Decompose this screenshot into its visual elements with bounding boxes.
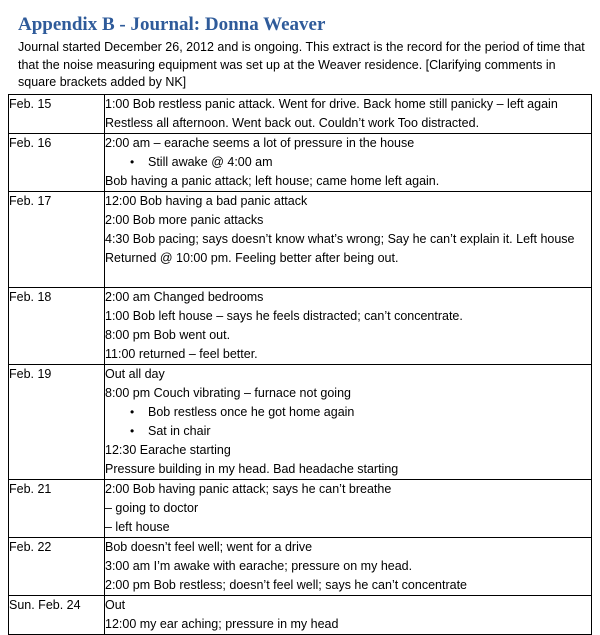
note-text: 2:00 am – earache seems a lot of pressure in the house: [105, 136, 415, 150]
entry-date: [9, 365, 105, 480]
note-line: [105, 384, 591, 403]
entry-date-text: Feb. 17: [9, 194, 52, 208]
page-title: Appendix B - Journal: Donna Weaver: [18, 14, 326, 35]
note-text: 2:00 Bob more panic attacks: [105, 213, 264, 227]
entry-notes: [105, 596, 592, 635]
entry-notes: [105, 95, 592, 134]
note-text: 12:30 Earache starting: [105, 443, 231, 457]
note-line: [105, 441, 591, 460]
note-line: [105, 95, 591, 114]
note-line: [105, 114, 591, 133]
note-line: [105, 576, 591, 595]
entry-date-text: Feb. 21: [9, 482, 52, 496]
note-text: Still awake @ 4:00 am: [148, 155, 273, 169]
entry-notes: [105, 365, 592, 480]
intro-line: Journal started December 26, 2012 and is ongoing. This extract is the record for the period of time that: [18, 40, 585, 54]
note-text: Bob doesn’t feel well; went for a drive: [105, 540, 313, 554]
entry-date-text: Feb. 19: [9, 367, 52, 381]
note-line: [105, 192, 591, 211]
note-text: – going to doctor: [105, 501, 199, 515]
note-text: 2:00 Bob having panic attack; says he can’t breathe: [105, 482, 392, 496]
journal-row: [9, 134, 592, 192]
entry-date: [9, 95, 105, 134]
note-line: [105, 460, 591, 479]
bullet-icon: •: [130, 424, 135, 438]
note-line: [105, 499, 591, 518]
note-line: [105, 538, 591, 557]
note-text: Sat in chair: [148, 424, 211, 438]
entry-date: [9, 288, 105, 365]
note-text: Bob having a panic attack; left house; came home left again.: [105, 174, 440, 188]
entry-date-text: Feb. 22: [9, 540, 52, 554]
row-spacer: [105, 268, 591, 287]
note-text: Pressure building in my head. Bad headache starting: [105, 462, 399, 476]
note-text: 1:00 Bob left house – says he feels distracted; can’t concentrate.: [105, 309, 463, 323]
note-line: [105, 211, 591, 230]
journal-row: [9, 192, 592, 288]
bullet-note-line: [105, 422, 591, 441]
entry-date-text: Feb. 16: [9, 136, 52, 150]
note-text: Restless all afternoon. Went back out. Couldn’t work Too distracted.: [105, 116, 480, 130]
note-line: [105, 326, 591, 345]
note-line: [105, 345, 591, 364]
note-text: 12:00 my ear aching; pressure in my head: [105, 617, 339, 631]
note-line: [105, 249, 591, 268]
entry-notes: [105, 192, 592, 288]
note-text: 12:00 Bob having a bad panic attack: [105, 194, 308, 208]
bullet-note-line: [105, 153, 591, 172]
journal-row: [9, 480, 592, 538]
journal-body: [9, 95, 592, 635]
note-text: 8:00 pm Couch vibrating – furnace not going: [105, 386, 351, 400]
note-text: 8:00 pm Bob went out.: [105, 328, 231, 342]
bullet-note-line: [105, 403, 591, 422]
note-line: [105, 288, 591, 307]
note-line: [105, 307, 591, 326]
note-text: 11:00 returned – feel better.: [105, 347, 258, 361]
intro-line: square brackets added by NK]: [18, 75, 187, 89]
entry-date: [9, 134, 105, 192]
note-text: Bob restless once he got home again: [148, 405, 355, 419]
note-line: [105, 557, 591, 576]
journal-row: [9, 288, 592, 365]
note-line: [105, 518, 591, 537]
note-text: 2:00 am Changed bedrooms: [105, 290, 264, 304]
note-text: 4:30 Bob pacing; says doesn’t know what’s wrong; Say he can’t explain it. Left house: [105, 232, 575, 246]
entry-date: [9, 192, 105, 288]
bullet-icon: •: [130, 405, 135, 419]
entry-date-text: Feb. 15: [9, 97, 52, 111]
note-line: [105, 365, 591, 384]
note-text: Out: [105, 598, 126, 612]
note-line: [105, 480, 591, 499]
journal-row: [9, 538, 592, 596]
entry-date: [9, 538, 105, 596]
entry-date-text: Feb. 18: [9, 290, 52, 304]
note-text: 1:00 Bob restless panic attack. Went for drive. Back home still panicky – left again: [105, 97, 558, 111]
intro-line: that the noise measuring equipment was set up at the Weaver residence. [Clarifying comments in: [18, 57, 556, 72]
intro-paragraph: [18, 39, 588, 92]
note-line: [105, 596, 591, 615]
entry-date: [9, 596, 105, 635]
journal-row: [9, 596, 592, 635]
entry-notes: [105, 288, 592, 365]
note-text: Returned @ 10:00 pm. Feeling better after being out.: [105, 251, 399, 265]
note-text: Out all day: [105, 367, 165, 381]
bullet-icon: •: [130, 155, 135, 169]
entry-date: [9, 480, 105, 538]
journal-row: [9, 95, 592, 134]
note-text: 3:00 am I’m awake with earache; pressure on my head.: [105, 559, 413, 573]
entry-date-text: Sun. Feb. 24: [9, 598, 81, 612]
journal-row: [9, 365, 592, 480]
note-line: [105, 230, 591, 249]
journal-table: [8, 94, 592, 635]
note-line: [105, 172, 591, 191]
entry-notes: [105, 134, 592, 192]
note-line: [105, 615, 591, 634]
note-text: 2:00 pm Bob restless; doesn’t feel well; says he can’t concentrate: [105, 578, 467, 592]
note-line: [105, 134, 591, 153]
entry-notes: [105, 480, 592, 538]
entry-notes: [105, 538, 592, 596]
note-text: – left house: [105, 520, 170, 534]
